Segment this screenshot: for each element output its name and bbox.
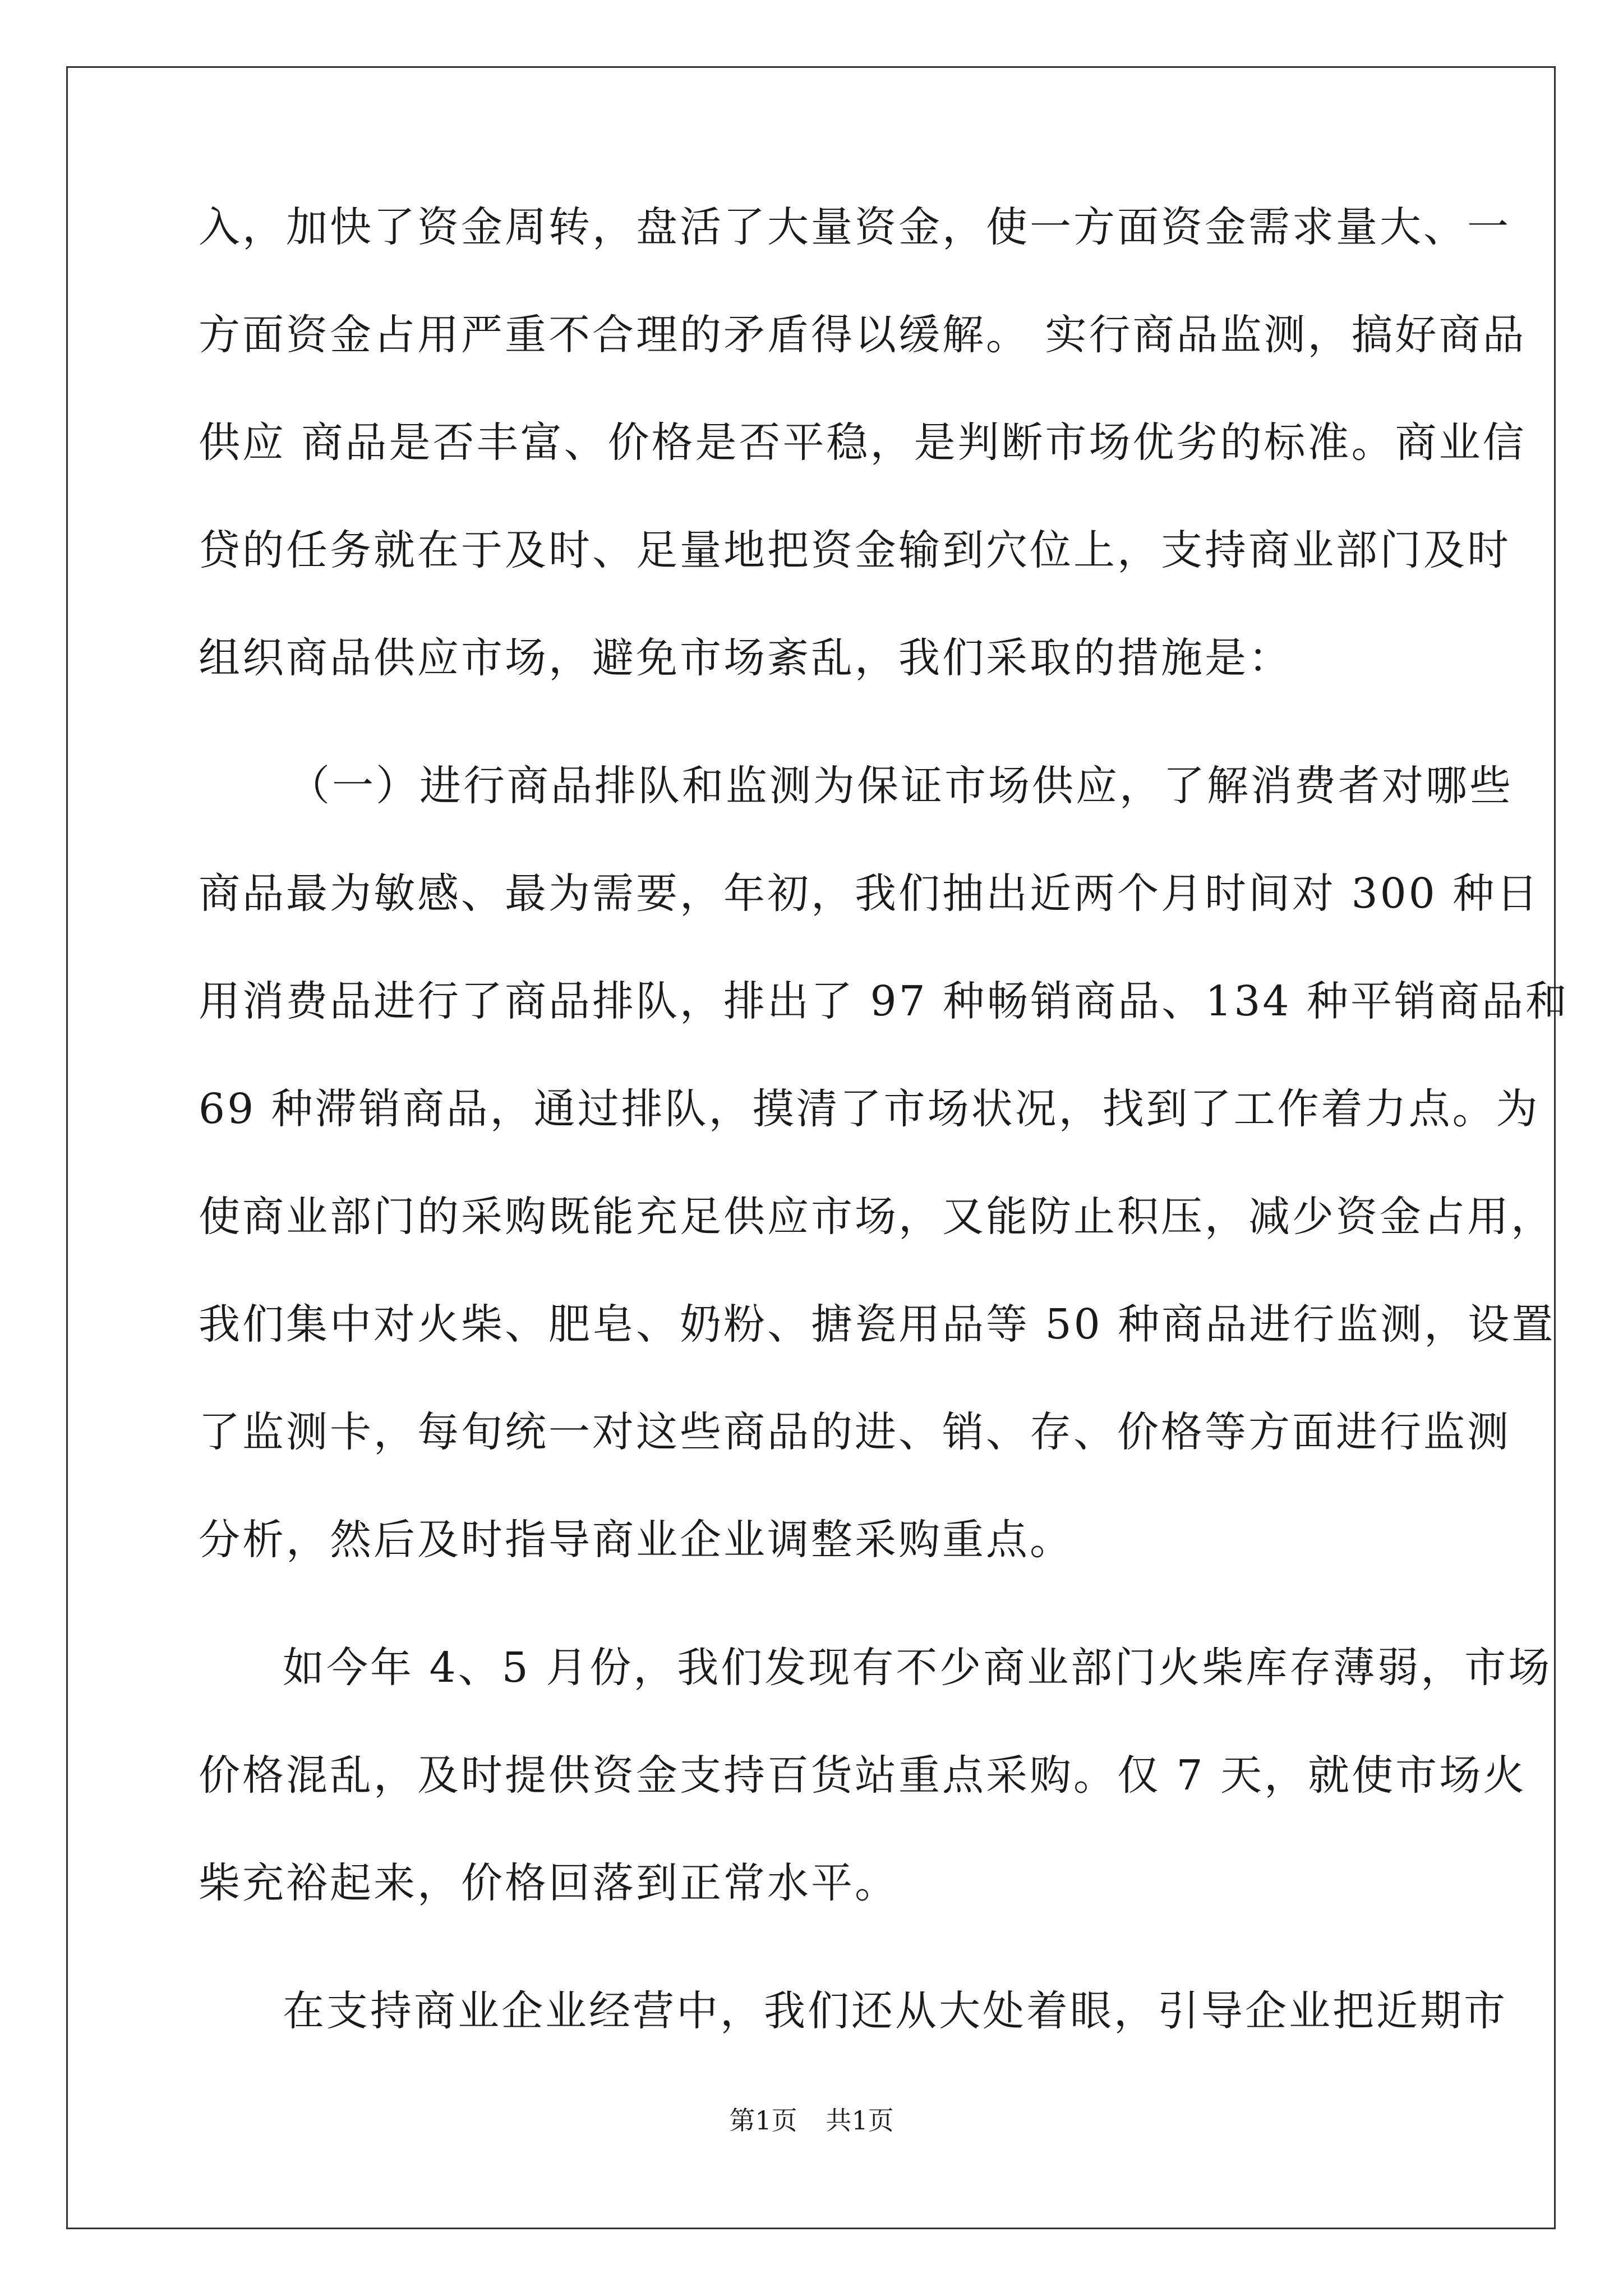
body-line-3: 供应 商品是否丰富、价格是否平稳，是判断市场优劣的标准。商业信: [199, 418, 1527, 467]
body-line-11: 我们集中对火柴、肥皂、奶粉、搪瓷用品等 50 种商品进行监测，设置: [199, 1300, 1556, 1349]
body-line-14: 如今年 4、5 月份，我们发现有不少商业部门火柴库存薄弱，市场: [283, 1644, 1552, 1692]
page-total: 共1页: [826, 2105, 894, 2136]
body-line-10: 使商业部门的采购既能充足供应市场，又能防止积压，减少资金占用，: [199, 1193, 1555, 1241]
body-line-4: 贷的任务就在于及时、足量地把资金输到穴位上，支持商业部门及时: [199, 526, 1511, 574]
body-line-16: 柴充裕起来，价格回落到正常水平。: [199, 1859, 898, 1907]
page-number: 第1页: [729, 2105, 797, 2136]
body-line-7: 商品最为敏感、最为需要，年初，我们抽出近两个月时间对 300 种日: [199, 869, 1541, 918]
page-footer: [0, 2104, 1623, 2137]
body-line-15: 价格混乱，及时提供资金支持百货站重点采购。仅 7 天，就使市场火: [199, 1751, 1527, 1800]
body-line-17: 在支持商业企业经营中，我们还从大处着眼，引导企业把近期市: [283, 1987, 1507, 2035]
body-line-13: 分析，然后及时指导商业企业调整采购重点。: [199, 1516, 1073, 1564]
body-line-6: （一）进行商品排队和监测为保证市场供应，了解消费者对哪些: [288, 762, 1513, 810]
body-line-2: 方面资金占用严重不合理的矛盾得以缓解。 实行商品监测，搞好商品: [199, 311, 1527, 359]
body-line-8: 用消费品进行了商品排队，排出了 97 种畅销商品、134 种平销商品和: [199, 977, 1569, 1025]
body-line-9: 69 种滞销商品，通过排队，摸清了市场状况，找到了工作着力点。为: [199, 1085, 1540, 1133]
body-line-5: 组织商品供应市场，避免市场紊乱，我们采取的措施是：: [199, 634, 1292, 682]
body-line-1: 入，加快了资金周转，盘活了大量资金，使一方面资金需求量大、一: [199, 203, 1511, 251]
body-line-12: 了监测卡，每旬统一对这些商品的进、销、存、价格等方面进行监测: [199, 1408, 1511, 1456]
